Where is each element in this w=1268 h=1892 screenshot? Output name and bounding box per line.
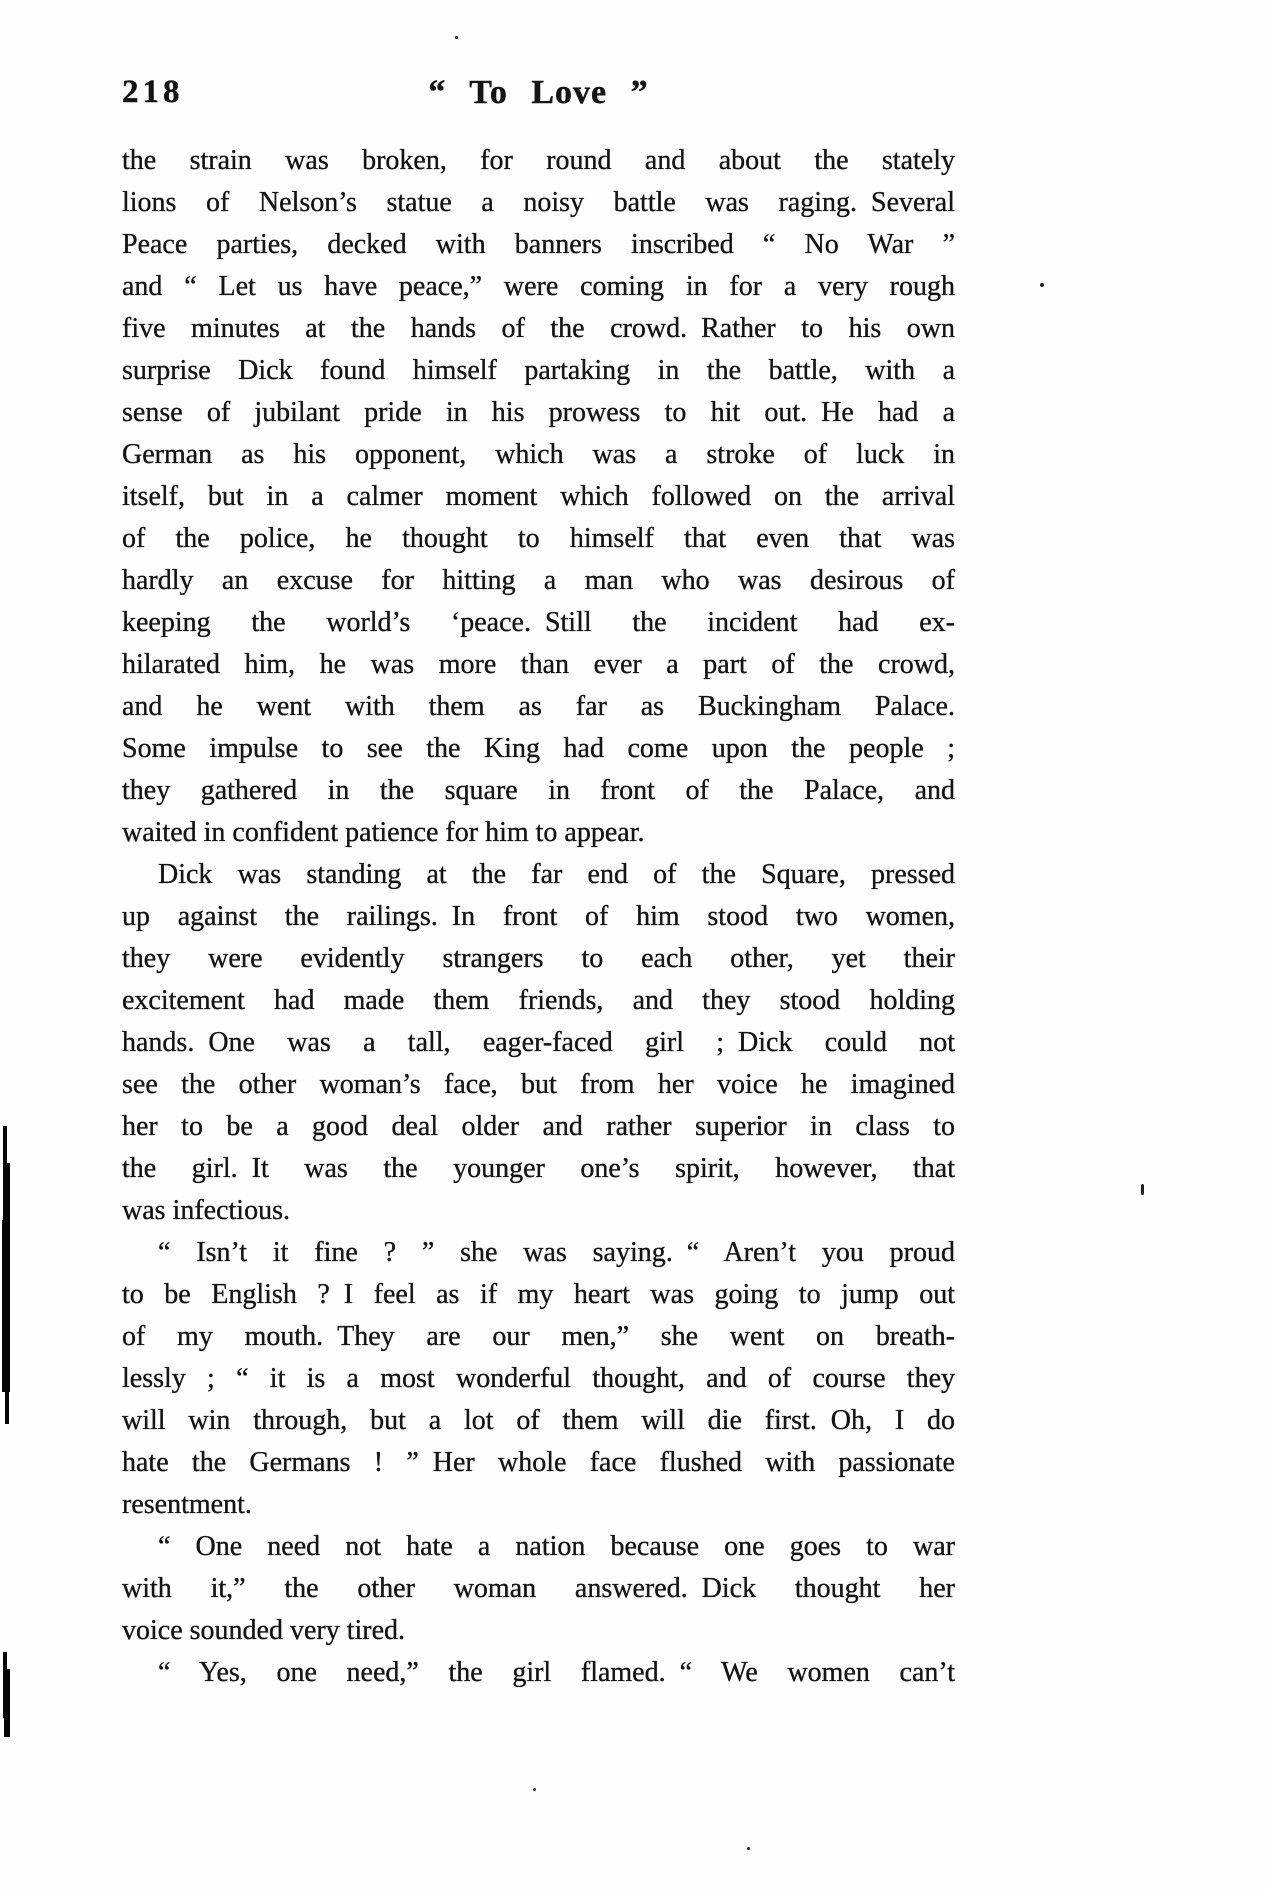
page-number: 218: [122, 74, 184, 110]
text-line: hardly an excuse for hitting a man who was desirous of: [122, 565, 955, 596]
text-line: the girl. It was the younger one’s spirit, however, that: [122, 1153, 955, 1184]
scan-speck: [455, 36, 458, 39]
scan-speck: [747, 1847, 750, 1850]
page-title: “ To Love ”: [428, 74, 649, 111]
text-line: up against the railings. In front of him stood two women,: [122, 901, 955, 932]
text-line: the strain was broken, for round and about the stately: [122, 145, 955, 176]
text-line: lions of Nelson’s statue a noisy battle was raging. Several: [122, 187, 955, 218]
text-line: voice sounded very tired.: [122, 1615, 406, 1646]
text-line: her to be a good deal older and rather superior in class to: [122, 1111, 955, 1142]
text-line: “ One need not hate a nation because one goes to war: [158, 1531, 955, 1562]
scan-streak-top: [3, 1126, 7, 1294]
text-line: itself, but in a calmer moment which followed on the arrival: [122, 481, 955, 512]
text-line: they were evidently strangers to each other, yet their: [122, 943, 955, 974]
text-line: German as his opponent, which was a stroke of luck in: [122, 439, 955, 470]
text-line: “ Isn’t it fine ? ” she was saying. “ Aren’t you proud: [158, 1237, 955, 1268]
text-line: was infectious.: [122, 1195, 290, 1226]
text-block: [122, 140, 955, 1694]
scan-speck: [533, 1788, 536, 1791]
text-line: Some impulse to see the King had come upon the people ;: [122, 733, 955, 764]
text-line: Dick was standing at the far end of the Square, pressed: [158, 859, 955, 890]
text-line: surprise Dick found himself partaking in the battle, with a: [122, 355, 955, 386]
text-line: lessly ; “ it is a most wonderful thought, and of course they: [122, 1363, 955, 1394]
page-content: [122, 74, 955, 1694]
text-line: to be English ? I feel as if my heart was going to jump out: [122, 1279, 955, 1310]
text-line: hands. One was a tall, eager-faced girl ; Dick could not: [122, 1027, 955, 1058]
text-line: of the police, he thought to himself that even that was: [122, 523, 955, 554]
scan-streak-bottom: [3, 1652, 7, 1718]
text-line: will win through, but a lot of them will die first. Oh, I do: [122, 1405, 955, 1436]
text-line: keeping the world’s ‘peace. Still the incident had ex-: [122, 607, 955, 638]
page-header: [122, 74, 955, 140]
text-line: see the other woman’s face, but from her voice he imagined: [122, 1069, 955, 1100]
text-line: of my mouth. They are our men,” she went on breath-: [122, 1321, 955, 1352]
text-line: excitement had made them friends, and they stood holding: [122, 985, 955, 1016]
text-line: resentment.: [122, 1489, 252, 1520]
text-line: hate the Germans ! ” Her whole face flushed with passionate: [122, 1447, 955, 1478]
text-line: and he went with them as far as Buckingham Palace.: [122, 691, 955, 722]
text-line: Peace parties, decked with banners inscribed “ No War ”: [122, 229, 955, 260]
text-line: waited in confident patience for him to appear.: [122, 817, 645, 848]
text-line: with it,” the other woman answered. Dick thought her: [122, 1573, 955, 1604]
text-line: sense of jubilant pride in his prowess to hit out. He had a: [122, 397, 955, 428]
text-line: five minutes at the hands of the crowd. Rather to his own: [122, 313, 955, 344]
scan-speck: [1040, 283, 1044, 287]
scan-speck: [1141, 1184, 1144, 1195]
text-line: and “ Let us have peace,” were coming in for a very rough: [122, 271, 955, 302]
text-line: they gathered in the square in front of the Palace, and: [122, 775, 955, 806]
text-line: “ Yes, one need,” the girl flamed. “ We women can’t: [158, 1657, 955, 1688]
text-line: hilarated him, he was more than ever a part of the crowd,: [122, 649, 955, 680]
